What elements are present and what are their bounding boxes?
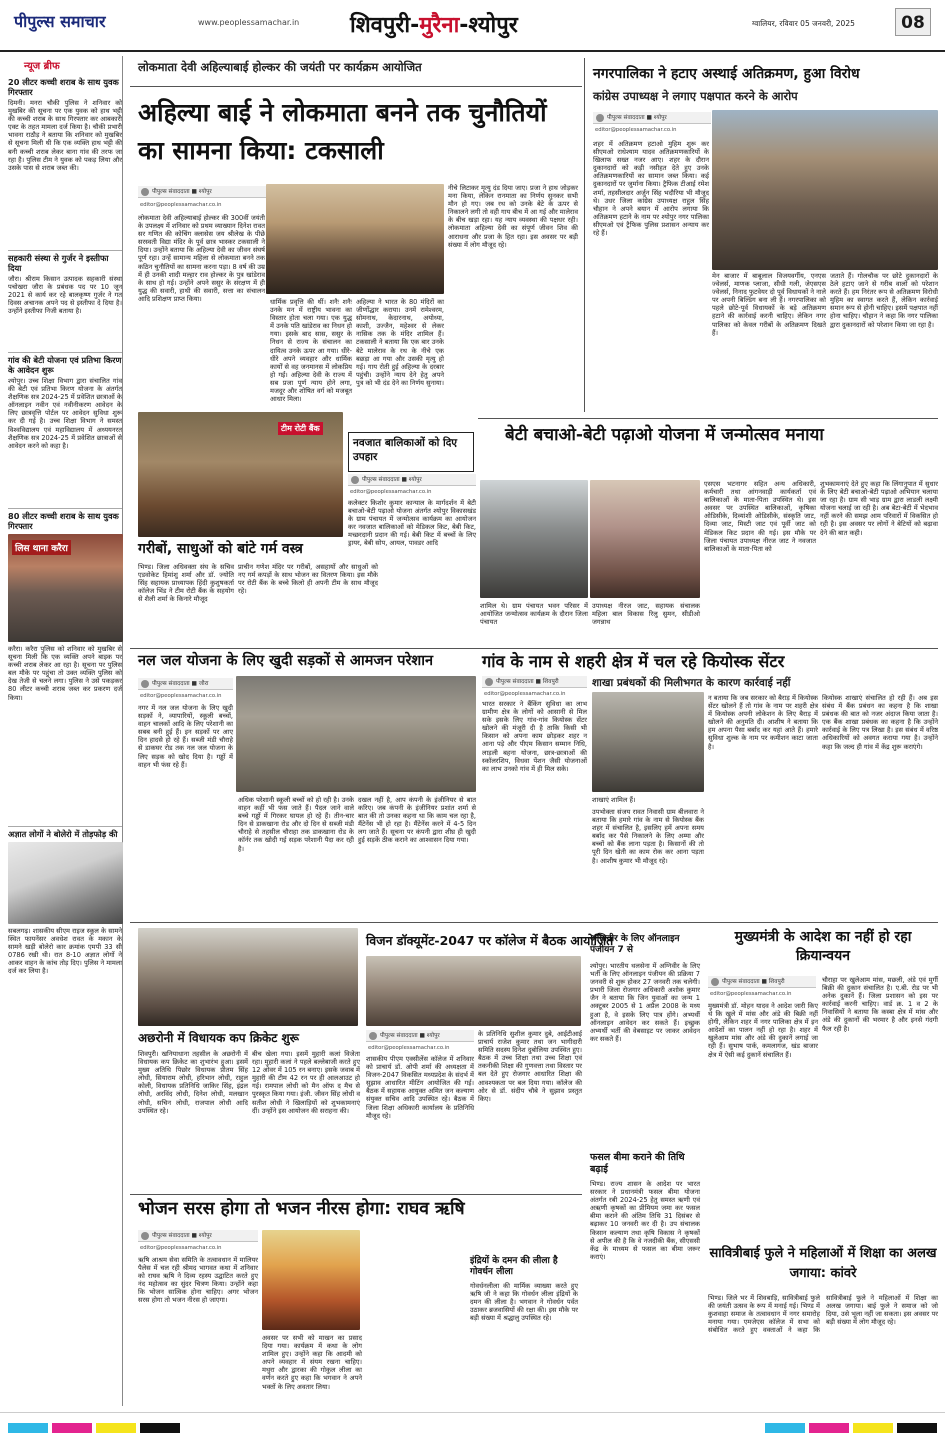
naljal-email: editor@peoplessamachar.co.in bbox=[140, 693, 222, 699]
news-brief-label: न्यूज ब्रीफ bbox=[24, 61, 60, 72]
bhajan-body-2: अवसर पर सभी को माखन का प्रसाद दिया गया। कार्यक्रम में कथा के लोग शामिल हुए। उन्होंने कहा कि आदमी को अपने व्यवहार में संयम रखना चाहिए। मथुरा और द्वारका की गोकुल लीला का वर्णन करते हुए कहा कि भगवान ने अपने भक्तों के लिए अवतार लिया। bbox=[262, 1334, 362, 1391]
cricket-body-1: शिवपुरी। खनियाधाना तहसील के अछरोनी में विधायक कप क्रिकेट का शुभारंभ हुआ। इसमें मुख्य अतिथि पिछोर विधायक प्रीतम सिंह लोधी, सियाराम लोधी, हरिभान लोधी, राहुल कोली, विधायक प्रतिनिधि जाकिर सिंह, इंद्रल लोधी, अरविंद लोधी, दिनेश लोधी, मलखान लोधी, सचिन लोधी, राजपाल लोधी आदि उपस्थित रहे। bbox=[138, 1050, 248, 1115]
brief-4-body: करैरा। करैरा पुलिस को शनिवार को मुखबिर से सूचना मिली कि एक व्यक्ति अपने बाइक पर कच्ची शराब लेकर आ रहा है। सूचना पर पुलिस बल मौके पर पहुंचा तो उक्त व्यक्ति पुलिस को देख तेजी से चलने लगा। पुलिस ने उसे पकड़कर 80 लीटर कच्ची शराब जब्त कर प्रकरण दर्ज किया। bbox=[8, 645, 122, 702]
brief-1-title: 20 लीटर कच्ची शराब के साथ युवक गिरफ्तार bbox=[8, 77, 119, 97]
rule-bottom-1 bbox=[130, 1194, 582, 1195]
cricket-body-2: बीच खेला गया। इसमें मुहारी कलां विजेता रहा। मुहारी कलां ने पहले बल्लेबाजी करते हुए 12 ओवर में 105 रन बनाए। इसके जवाब में मुहारी की टीम 42 रन पर ही आलआउट हो गई। रामपाल लोधी को मैन ऑफ द मैच से पुरस्कृत किया गया। इंजी. जीवन सिंह लोधी व सतीश लोधी ने खिलाड़ियों को शुभकामनाएं दीं। उन्होंने इस आयोजन की सराहना की। bbox=[252, 1050, 360, 1115]
vijan-email: editor@peoplessamachar.co.in bbox=[368, 1045, 450, 1051]
bhajan-headline: भोजन सरस होगा तो भजन नीरस होगा: राघव ऋषि bbox=[138, 1199, 465, 1219]
fasal-body: भिण्ड। राज्य शासन के आदेश पर भारत सरकार ने प्रधानमंत्री फसल बीमा योजना अंतर्गत रबी 2024-25 हेतु समस्त ऋणी एवं अऋणी कृषकों का प्रीमियम जमा कर फसल बीमा कराने की अंतिम तिथि 31 दिसंबर से बढ़ाकर 10 जनवरी कर दी है। उप संचालक किसान कल्याण तथा कृषि विकास ने कृषकों से अपील की है कि वे नजदीकी बैंक, सीएससी केंद्र के माध्यम से फसल का बीमा जरूर कराएं। bbox=[590, 1180, 700, 1261]
vijan-headline: विजन डॉक्यूमेंट-2047 पर कॉलेज में बैठक आयोजित bbox=[366, 933, 614, 948]
beti-body-4: शुभकामनाएं देते हुए कहा कि लिंगानुपात में सुधार के लिए बेटी बचाओ-बेटी पढ़ाओ अभियान चलाया जा रहा है। ग्राम सी भाड़ ग्राम द्वारा लाडली लक्ष्मी योजना चलाई जा रही है। अब बेटा-बेटी में भेदभाव नहीं करने की समझ आम परिवारों में विकसित हो रही है। इस अवसर पर लोगों ने बेटियों को बढ़ावा देने की बात कही। bbox=[820, 480, 938, 537]
navjat-body: कलेक्टर किशोर कुमार कान्याल के मार्गदर्शन में बेटी बचाओ-बेटी पढ़ाओ योजना अंतर्गत श्योपुर विकासखंड के ग्राम पंचायत में जन्मोत्सव कार्यक्रम का आयोजन कर नवजात बालिकाओं को मेडिकल किट, बेबी किट, मच्छरदानी प्रदान की गई। बेबी किट में बच्चों के लिए ड्रायर, बेबी सोप, आयल, पावडर आदि bbox=[348, 499, 476, 548]
bhajan-body-2b bbox=[366, 1230, 462, 1400]
news-brief-sidebar bbox=[8, 56, 123, 1406]
footer-swatch-cyan-2 bbox=[765, 1423, 805, 1433]
ahilya-kicker: लोकमाता देवी अहिल्याबाई होल्कर की जयंती पर कार्यक्रम आयोजित bbox=[138, 60, 422, 74]
brief-1-body: दिमनी। मनरा चौकी पुलिस ने शनिवार को मुखबिर की सूचना पर एक युवक को हाथ भट्टी की कच्ची शराब के साथ गिरफ्तार कर आबकारी एक्ट के तहत मामला दर्ज किया है। चौकी प्रभारी भावना राठौड़ ने बताया कि शनिवार को मुखबिर से सूचना मिली थी कि एक व्यक्ति हाथ भट्टी की बनी कच्ची शराब लेकर बाना गांव की तरफ जा रहा है। पुलिस टीम ने युवक को पकड़ लिया और उसके पास से शराब जब्त की। bbox=[8, 99, 122, 172]
naljal-body-2: अधिक परेशानी स्कूली बच्चों को हो रही है। उनके वाहन कहीं भी फंस जाते हैं। पैदल जाने वाले बच्चे गड्ढों में गिरकर घायल हो रहे हैं। तीन-चार दिन से डाकखाना रोड और दो दिन से सब्जी मंडी चौराहे से तहसील चौराहा तक डाकखाना रोड के कॉर्नर तक खोदी गई सड़क परेशानी पैदा कर रही है। bbox=[238, 796, 354, 853]
footer-swatch-yellow bbox=[96, 1423, 136, 1433]
garibon-headline: गरीबों, साधुओं को बांटे गर्म वस्त्र bbox=[138, 541, 303, 557]
page-number: 08 bbox=[901, 13, 925, 33]
footer-color-bar bbox=[0, 1412, 945, 1445]
naljal-headline: नल जल योजना के लिए खुदी सड़कों से आमजन परेशान bbox=[138, 653, 434, 669]
kiosk-body-1: भारत सरकार ने बैंकिंग सुविधा का लाभ ग्रामीण क्षेत्र के लोगों को आसानी से मिल सके इसके लिए गांव-गांव कियोस्क सेंटर खोलने की मंजूरी दी है ताकि किसी भी किसान को अपना काम छोड़कर शहर न आना पड़े और पीएम किसान सम्मान निधि, लाड़ली बहना योजना, छात्र-छात्राओं की स्कॉलरशिप, विधवा पेंशन जैसी योजनाओं का लाभ उनको गांव में ही मिल सके। bbox=[482, 700, 587, 773]
rule-mid-2 bbox=[130, 922, 938, 923]
kiosk-email: editor@peoplessamachar.co.in bbox=[484, 691, 566, 697]
agniveer-headline: अग्निवीर के लिए ऑनलाइन पंजीयन 7 से bbox=[590, 934, 680, 955]
section-title-part-3: -श्योपुर bbox=[459, 13, 518, 38]
brief-3-title: गांव की बेटी योजना एवं प्रतिभा किरण के आवेदन शुरू bbox=[8, 352, 122, 375]
footer-swatch-magenta bbox=[52, 1423, 92, 1433]
bhajan-subhead: इंद्रियों के दमन की लीला है गोवर्धन लीला bbox=[470, 1256, 558, 1277]
garibon-body-2: प्राचीन गणेश मंदिर पर गरीबों, असहायों और साधुओं को नए गर्म कपड़ों के साथ भोजन का वितरण किया। इस मौके पर रोटी बैंक के बच्चे किलो ही अपनी टीम के साथ मौजूद रहे। bbox=[238, 563, 378, 596]
naljal-byline: पीपुल्स संवाददाता ■ जौरा bbox=[138, 678, 233, 690]
beti-body-1: शामिल थे। ग्राम पंचायत भवन परिसर में आयोजित जन्मोत्सव कार्यक्रम के दौरान जिला पंचायत bbox=[480, 602, 588, 627]
raghav-rishi-photo bbox=[262, 1230, 360, 1330]
kiosk-byline: पीपुल्स संवाददाता ■ शिवपुरी bbox=[482, 676, 587, 688]
kiosk-shop-photo bbox=[592, 692, 704, 792]
ahilya-event-photo bbox=[266, 184, 444, 294]
rule-beti-top bbox=[478, 418, 938, 419]
brand-name: पीपुल्स समाचार bbox=[14, 12, 106, 31]
website-url: www.peoplessamachar.in bbox=[198, 18, 300, 27]
footer-swatch-black-2 bbox=[897, 1423, 937, 1433]
brand-logo bbox=[14, 10, 174, 36]
nagarpalika-headline: नगरपालिका ने हटाए अस्थाई अतिक्रमण, हुआ विरोध bbox=[593, 66, 860, 82]
kiosk-body-4: कियोस्क शाखाएं संचालित हो रही हैं। अब इस संबंध में बैंक प्रबंधन का कहना है कि शाखा प्रबंधक की बात को नजर अंदाज किया जाता है। एक बैंक शाखा प्रबंधक का कहना है कि उन्होंने कार्रवाई के लिए पत्र लिखा है। इस संबंध में वरिष्ठ अधिकारियों को अवगत कराया गया है। उन्होंने कहा कि जल्द ही गांव में केंद्र शुरू कराएंगे। bbox=[822, 694, 938, 751]
ahilya-byline: पीपुल्स संवाददाता ■ श्योपुर bbox=[138, 186, 266, 198]
ahilya-headline: अहिल्या बाई ने लोकमाता बनने तक चुनौतियों का सामना किया: टकसाली bbox=[138, 98, 547, 165]
masthead bbox=[0, 0, 945, 52]
kiosk-subhead: शाखा प्रबंधकों की मिलीभगत के कारण कार्रवाई नहीं bbox=[592, 677, 791, 689]
kiosk-body-2: उपभोक्ता संजय रावत निवासी ग्राम बीलवारा ने बताया कि हमारे गांव के नाम से कियोस्क बैंक शहर में संचालित है, इसलिए हमें अपना समय बर्बाद कर पैसे निकालने के लिए अम्मा और बच्चों को बैंक लाना पड़ता है। किसानों की तो पूरी दिन खेती का काम रोक कर आना पड़ता है। आशीष कुमार भी मौजूद रहे। bbox=[592, 808, 704, 865]
ahilya-body-2: धार्मिक प्रवृत्ति की थीं। शनैः शनैः उनके मन में राष्ट्रीय भावना का विस्तार होता चला गया। एक युद्ध में उनके पति खांडेराव का निधन हो गया। इसके बाद सास, ससुर के निधन से राज्य के संचालन का दायित्व उनके ऊपर आ गया। धीरे-धीरे अपने व्यवहार और धार्मिक कार्यों से वह जनमानस में लोकप्रिय हो गईं। अहिल्या देवी के राज्य में सब प्रजा पूर्ण न्याय होने लगा, मजदूर और शोषित वर्ग को मजबूत आधार मिला। bbox=[270, 298, 352, 404]
beti-body-2: उपाध्यक्ष नीरज जाट, सहायक संचालक महिला बाल विकास रिलु सुमन, सीडीओ जगन्नाथ bbox=[592, 602, 700, 627]
ahilya-email: editor@peoplessamachar.co.in bbox=[140, 202, 222, 208]
footer-swatch-yellow-2 bbox=[853, 1423, 893, 1433]
nagarpalika-body-3: जताते हैं। गोलचौक पर छोटे दुकानदारों के ठेले हटाए जाने से गरीब वालों को परेशान करते हैं। हम निरंतर रूप से अतिक्रमण विरोधी मुहिम का स्वागत करते हैं, लेकिन कार्रवाई समान रूप से होनी चाहिए। इसमें पक्षपात नहीं होना चाहिए। चौहान ने कहा कि नगर पालिका द्वारा दुकानदारों को परेशान किया जा रहा है। bbox=[830, 272, 938, 329]
vijan-byline: पीपुल्स संवाददाता ■ श्योपुर bbox=[366, 1030, 474, 1042]
cricket-headline: अछरोनी में विधायक कप क्रिकेट शुरू bbox=[138, 1031, 299, 1045]
beti-body-3: एसएस भटनागर सहित अन्य अधिकारी, कर्मचारी तथा आंगनवाड़ी कार्यकर्ता एवं बालिकाओं के माता-पिता उपस्थित थे। इस अवसर पर उपस्थित बालिकाओं, कृषिका ओडिसीके, दिव्यांशी ओडिसीके, संस्कृति जाट, दिव्या जाट, मिस्टी जाट एवं पूर्वी जाट को मेडिकल किट प्रदान की गई। इस मौके पर जिला पंचायत उपाध्यक्ष नीरज जाट ने नवजात बालिकाओं के माता-पिता को bbox=[704, 480, 816, 553]
agniveer-body: श्योपुर। भारतीय थलसेना में अग्निवीर के लिए भर्ती के लिए ऑनलाइन पंजीयन की प्रक्रिया 7 जनवरी से शुरू होकर 27 जनवरी तक चलेगी। प्रभारी जिला रोजगार अधिकारी अशोक कुमार जैन ने बताया कि जिन युवाओं का जन्म 1 अक्टूबर 2005 से 1 अप्रैल 2008 के मध्य हुआ है, वे इसके लिए पात्र होंगे। अभ्यर्थी ऑनलाइन आवेदन कर सकते हैं। इच्छुक अभ्यर्थी भर्ती की वेबसाइट पर जाकर आवेदन कर सकते हैं। bbox=[590, 962, 700, 1043]
brief-4-title: 80 लीटर कच्ची शराब के साथ युवक गिरफ्तार bbox=[8, 508, 122, 531]
dateline: ग्वालियर, रविवार 05 जनवरी, 2025 bbox=[752, 19, 855, 28]
vijan-body-2: के प्रतिनिधि सुशील कुमार दुबे, आईटीआई प्राचार्य राजेश कुमार तथा जन भागीदारी समिति सदस्य दिनेश दुबोलिया उपस्थित हुए। बैठक में उच्च शिक्षा तथा उच्च शिक्षा एवं तकनीकी शिक्षा की गुणवत्ता तथा विस्तार पर बल देते हुए रोजगार आधारित शिक्षा की आवश्यकता पर बल दिया गया। कॉलेज की ओर से डॉ. संदीप चौबे ने सुझाव प्रस्तुत किए। bbox=[478, 1030, 582, 1103]
beti-event-photo-1 bbox=[480, 480, 588, 598]
brief-5-title: अज्ञात लोगों ने बोलेरो में तोड़फोड़ की bbox=[8, 826, 122, 839]
naljal-body-1: नगर में नल जल योजना के लिए खुदी सड़कों ने, व्यापारियों, स्कूली बच्चों, वाहन चालकों आदि के लिए परेशानी का सबब बनी हुई हैं। इन सड़कों पर आए दिन हादसे हो रहे हैं। सब्जी मंडी चौराहे से डाकघर रोड तक नल जल योजना के लिए सड़क को खोद दिया है। गड्ढों में वाहन भी फंस रहे हैं। bbox=[138, 704, 233, 769]
navjat-email: editor@peoplessamachar.co.in bbox=[350, 489, 432, 495]
bhajan-byline: पीपुल्स संवाददाता ■ श्योपुर bbox=[138, 1230, 258, 1242]
ahilya-body-4: नीचे लिटाकर मृत्यु दंड दिया जाए। प्रजा ने हाथ जोड़कर मना किया, लेकिन रानमाता का निर्णय सुनकर सभी मौन हो गए। जब रथ को उनके बेटे के ऊपर से निकालने लगी तो वही गाय बीच में आ गई और मालेराव के बीच खड़ा रहा। यह न्याय व्यवस्था की पक्षधर रही। लोकमाता अहिल्या देवी का संपूर्ण जीवन शिव की आराधना और प्रजा के हित रहा। इस अवसर पर बड़ी संख्या में लोग मौजूद रहे। bbox=[448, 184, 578, 249]
brief-3-body: श्योपुर। उच्च शिक्षा विभाग द्वारा संचालित गांव की बेटी एवं प्रतिभा किरण योजना के अंतर्गत शैक्षणिक सत्र 2024-25 में प्रवेशित छात्राओं के ऑनलाइन नवीन एवं नवीनीकरण आवेदन के लिए छात्रवृत्ति पोर्टल पर आवेदन सुविधा शुरू कर दी गई है। उच्च शिक्षा विभाग ने समस्त विश्वविद्यालय एवं महाविद्यालय में अध्ययनरत शैक्षणिक सत्र 2024-25 में प्रवेशित छात्राओं से आवेदन करने को कहा है। bbox=[8, 377, 122, 450]
kiosk-body-3: न बताया कि जब सरकार को बैराड़ में कियोस्क सेंटर खोलने हैं तो गांव के नाम पर शहरी क्षेत्र में कियोस्क अपनी लोकेशन के लिए बैराड़ में खोलने की अनुमति दी। आशीष ने बताया कि हम अपना पैसा बर्बाद कर यहां आते हैं। हमारे सुविधा शुल्क के नाम पर कमीशन काटा जाता है। bbox=[708, 694, 818, 751]
section-title bbox=[350, 9, 518, 39]
footer-swatch-cyan bbox=[8, 1423, 48, 1433]
dug-road-photo bbox=[236, 676, 476, 792]
navjat-headline-box bbox=[348, 432, 474, 472]
police-station-sign: लिस थाना करैरा bbox=[12, 540, 71, 555]
rule-mid-1 bbox=[130, 648, 938, 649]
naljal-body-3: दखल नहीं है, आप कंपनी के इंजीनियर से बात करिए। जब कंपनी के इंजीनियर प्रशांत शर्मा से बात की तो उनका कहना था कि काम चल रहा है, मैंटेनेंस भी हो रहा है। मैंटेनेंस करने में 4-5 दिन लग जाते हैं। सूचना पर कंपनी द्वारा शीघ्र ही खुदी हुई सड़कें ठीक कराने का आश्वासन दिया गया। bbox=[358, 796, 476, 845]
rule-ahilya-top bbox=[130, 86, 582, 87]
nagarpalika-body-2: मेन बाजार में बाबूलाल विजयवर्गीय, एनएस ज्वेलर्स, माणक प्लाजा, सीधी गली, जेएसएस ज्वेलर्स, निनाद फुटवेयर दो पूर्व विधायकों ने नाले पर अपनी बिल्डिंग बना ली हैं। नगरपालिका को पहले छोटे-पूर्व विधायकों के बड़े अतिक्रमण हटाने की कार्रवाई करनी चाहिए। लेकिन नगर पालिका को केवल गरीबों के अतिक्रमण दिखते हैं। bbox=[712, 272, 826, 337]
rule-col-divider-main bbox=[584, 58, 585, 412]
savitri-headline: सावित्रीबाई फुले ने महिलाओं में शिक्षा का अलख जगाया: कांवरे bbox=[709, 1246, 937, 1281]
police-station-photo bbox=[8, 534, 123, 642]
mukhyamantri-email: editor@peoplessamachar.co.in bbox=[710, 991, 792, 997]
section-title-part-2: मुरैना bbox=[419, 13, 460, 38]
encroachment-drive-photo bbox=[712, 110, 938, 270]
nagarpalika-email: editor@peoplessamachar.co.in bbox=[595, 127, 677, 133]
mukhyamantri-byline: पीपुल्स संवाददाता ■ शिवपुरी bbox=[708, 976, 816, 988]
roti-bank-banner: टीम रोटी बैंक bbox=[278, 422, 323, 435]
savitri-body: भिण्ड। जिले भर में शिवबाड़ि, सावित्रीबाई फुले की जयंती उत्सव के रूप में मनाई गई। भिण्ड में कुशवाहा समाज के तत्वावधान में नगर समारोह मनाया गया। एमजेएस कॉलेज में सभा को संबोधित करते हुए वक्ताओं ने कहा कि सावित्रीबाई फुले ने महिलाओं में शिक्षा का अलख जगाया। बाई फुले ने समाज को जो दिया, उसे भूला नहीं जा सकता। इस अवसर पर बड़ी संख्या में लोग मौजूद रहे। bbox=[708, 1294, 938, 1335]
ahilya-body-1: लोकमाता देवी अहिल्याबाई होल्कर की 300वीं जयंती के उपलक्ष्य में शनिवार को प्रथम व्याख्यान दिनेश रावत सर गणित की कोचिंग क्लासेस जय श्रीलेख के पीछे सरस्वती विद्या मंदिर के पूर्व छात्र भास्कर टकसाली ने दिया। उन्होंने बताया कि अहिल्या देवी का जीवन संघर्ष पूर्ण रहा। उन्हें सामान्य महिला से लोकमाता बनने तक कठिन चुनौतियों का सामना करना पड़ा। 8 वर्ष की उम्र में ही उनकी शादी मल्हार राव होल्कर के पुत्र खांडेराव के साथ हो गई। उन्होंने अपने ससुर के संरक्षण में ही युद्ध की सवारी, हाथी की सवारी, सत्ता का संचालन आदि प्रशिक्षण प्राप्त किया। bbox=[138, 214, 265, 303]
kiosk-headline: गांव के नाम से शहरी क्षेत्र में चल रहे कियोस्क सेंटर bbox=[482, 652, 785, 671]
vijan-body-1: शासकीय पीएम एक्सीलेंस कॉलेज में शनिवार को प्राचार्य डॉ. ओपी शर्मा की अध्यक्षता में विजन-2047 विकसित मध्यप्रदेश के संदर्भ में सुझाव आधारित मीटिंग आयोजित की गई। बैठक में सहायक आयुक्त अमित जन कल्याण संयुक्त सचिव आदि उपस्थित रहे। बैठक में जिला शिक्षा अधिकारी कार्यालय के प्रतिनिधि मौजूद रहे। bbox=[366, 1055, 474, 1120]
beti-event-photo-2 bbox=[590, 480, 700, 598]
footer-swatch-magenta-2 bbox=[809, 1423, 849, 1433]
navjat-byline: पीपुल्स संवाददाता ■ श्योपुर bbox=[348, 474, 476, 486]
beti-headline: बेटी बचाओ-बेटी पढ़ाओ योजना में जन्मोत्सव मनाया bbox=[505, 425, 824, 445]
nagarpalika-body-1: शहर में अतिक्रमण हटाओ मुहिम शुरू कर सीएमओ राधेश्याम यादव अतिक्रमणकारियों के खिलाफ सख्त नजर आए। शहर के दौरान दुकानदारों को कड़ी नसीहत देते हुए उनके अतिक्रमणकारियों का सामान जब्त किया। कई दुकानदारों पर जुर्माना किया। ट्रैफिक टीआई रमेश शर्मा, तहसीलदार अर्जुन सिंह भदौरिया भी मौजूद थे। उधर जिला कांग्रेस उपाध्यक्ष राहुल सिंह चौहान ने अपने बयान में आरोप लगाया कि अतिक्रमण हटाने के नाम पर श्योपुर नगर पालिका सीएमओ एवं ट्रैफिक पुलिस प्रशासन अन्याय कर रहे हैं। bbox=[593, 140, 709, 238]
garibon-body-1: भिण्ड। जिला अधिवक्ता संघ के सचिव एडवोकेट हिमांशु शर्मा और डॉ. ज्योति सिंह सहायक प्राध्यापक हिंदी कुशुषकर्ता कॉलेज भिंड ने टीम रोटी बैंक के सहयोग से शैली शर्मा के किनारे मौजूद bbox=[138, 563, 234, 604]
navjat-headline: नवजात बालिकाओं को दिए उपहार bbox=[353, 437, 458, 463]
vijan-meeting-photo bbox=[366, 956, 581, 1026]
bhajan-body-1: ऋषि आश्रम सेवा समिति के तत्वावधान में मालियर पैलेस में चल रही श्रीमद भागवत कथा में शनिवार को राघव ऋषि ने दिव्य रहस्य उद्घाटित करते हुए नंद महोत्सव का सुंदर चित्रण किया। उन्होंने कहा कि भोजन सात्विक होना चाहिए। अगर भोजन सरस होगा तो भजन नीरस हो जाएगा। bbox=[138, 1256, 258, 1305]
fasal-headline: फसल बीमा कराने की तिथि बढ़ाई bbox=[590, 1152, 685, 1175]
brief-2-title: सहकारी संस्था से गुर्जर ने इस्तीफा दिया bbox=[8, 250, 122, 273]
page-number-box bbox=[895, 8, 931, 36]
footer-swatch-black bbox=[140, 1423, 180, 1433]
mukhyamantri-body-1: मुख्यमंत्री डॉ. मोहन यादव ने आदेश जारी किए थे कि खुले में मांस और अंडे की बिक्री नहीं होगी, लेकिन शहर में नगर पालिका क्षेत्र में इन आदेशों का पालन नहीं हो रहा है। शहर में खुलेआम मांस और अंडे की दुकानें लगाई जा रही हैं। सुभाष पार्क, कमलागंज, खंड बाजार क्षेत्र में ऐसी कई दुकानें संचालित हैं। bbox=[708, 1002, 818, 1059]
nagarpalika-byline: पीपुल्स संवाददाता ■ श्योपुर bbox=[593, 112, 711, 124]
bhajan-email: editor@peoplessamachar.co.in bbox=[140, 1245, 222, 1251]
bolero-photo bbox=[8, 842, 123, 924]
garibon-photo bbox=[138, 412, 343, 537]
kiosk-photo-caption: शाखाएं शामिल हैं। bbox=[592, 796, 636, 804]
mukhyamantri-headline: मुख्यमंत्री के आदेश का नहीं हो रहा क्रियान्वयन bbox=[734, 929, 912, 964]
mukhyamantri-body-2: चौराहा पर खुलेआम मांस, मछली, अंडे एवं मुर्गी बिक्री की दुकान संचालित है। ए.बी. रोड पर भी अनेक दुकानें हैं। जिला प्रशासन को इस पर कार्रवाई करनी चाहिए। वार्ड क्र. 1 व 2 के निवासियों ने बताया कि कस्बा क्षेत्र में मांस और अंडे की दुकानों की भरमार है और इनसे गंदगी फैल रही है। bbox=[822, 976, 938, 1033]
brief-5-body: सबलगढ़। शासकीय सीएम राइज स्कूल के सामने स्थित फायनेंसर अवधेश रावत के मकान के सामने खड़ी बोलेरो कार क्रमांक एमपी 33 सी 0786 रखी थी। रात 8-10 अज्ञात लोगों ने आकर वाहन के कांच तोड़ दिए। पुलिस ने मामला दर्ज कर लिया है। bbox=[8, 927, 122, 976]
cricket-photo bbox=[138, 928, 358, 1026]
section-title-part-1: शिवपुरी- bbox=[350, 13, 420, 38]
nagarpalika-subhead: कांग्रेस उपाध्यक्ष ने लगाए पक्षपात करने के आरोप bbox=[593, 89, 798, 103]
bhajan-body-4: गोवर्धनलीला की मार्मिक व्याख्या करते हुए ऋषि जी ने कहा कि गोवर्धन लीला इंद्रियों के दमन की लीला है। भगवान ने गोवर्धन पर्वत उठाकर ब्रजवासियों की रक्षा की। इस मौके पर बड़ी संख्या में श्रद्धालु उपस्थित रहे। bbox=[470, 1282, 578, 1323]
ahilya-body-3: अहिल्या ने भारत के 80 मंदिरों का जीर्णोद्धार कराया। उनमें रामेश्वरम, सोमनाथ, केदारनाथ, अयोध्या, काशी, उज्जैन, महेश्वर से लेकर नासिक तक के मंदिर शामिल हैं। टकसाली ने बताया कि एक बार उनके बेटे मालेराव के रथ के नीचे एक बछड़ा आ गया और उसकी मृत्यु हो गई। गाय रोती हुई अहिल्या के दरबार पहुंची। उन्होंने न्याय देने हेतु अपने पुत्र को भी दंड देने का निर्णय सुनाया। bbox=[356, 298, 444, 387]
brief-2-body: जौरा। श्रीराम किसान उत्पादक सहकारी संस्था पचोखरा जौरा के प्रबंधक पद पर 10 जून 2021 से कार्य कर रहे बालकृष्ण गुर्जर ने गत दिवस अचानक अपने पद से इस्तीफा दे दिया है। उन्होंने इस्तीफा निजी बताया है। bbox=[8, 275, 122, 316]
